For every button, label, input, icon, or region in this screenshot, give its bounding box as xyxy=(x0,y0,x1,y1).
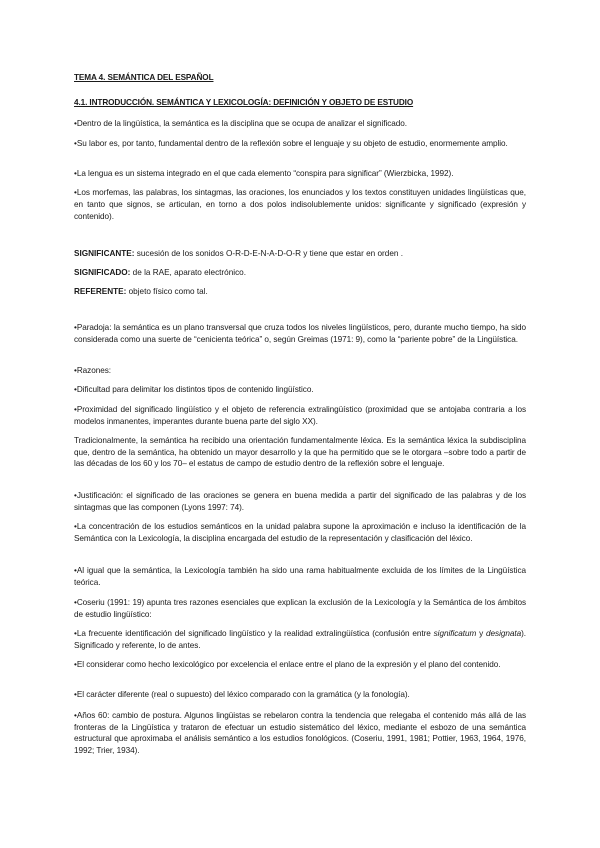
italic-term: designata xyxy=(486,629,522,638)
paragraph-paradoja: •Paradoja: la semántica es un plano transversal que cruza todos los niveles lingüísticos, pero, durante mucho tiempo, ha sido considerada como una suerte de “cenicienta teórica” o, según Greimas (1971: 9), como la “pariente pobre” de la Lingüística. xyxy=(74,323,526,344)
paragraph-intro-2: •Su labor es, por tanto, fundamental dentro de la reflexión sobre el lenguaje y su objeto de estudio, enormemente amplio. xyxy=(74,139,508,148)
definition-text: de la RAE, aparato electrónico. xyxy=(130,268,247,277)
paragraph-identificacion xyxy=(74,628,526,651)
definition-text: sucesión de los sonidos O-R-D-E-N-A-D-O-R y tiene que estar en orden . xyxy=(134,249,403,258)
section-heading: 4.1. INTRODUCCIÓN. SEMÁNTICA Y LEXICOLOGÍA: DEFINICIÓN Y OBJETO DE ESTUDIO xyxy=(74,98,414,107)
paragraph-intro-1: •Dentro de la lingüística, la semántica es la disciplina que se ocupa de analizar el significado. xyxy=(74,119,407,128)
definition-term: SIGNIFICADO: xyxy=(74,268,131,277)
page-title: TEMA 4. SEMÁNTICA DEL ESPAÑOL xyxy=(74,73,214,82)
definition-significado xyxy=(74,267,246,279)
paragraph-tradicionalmente: Tradicionalmente, la semántica ha recibido una orientación fundamentalmente léxica. Es la semántica léxica la subdisciplina que, dentro de la semántica, ha obtenido un mayor desarrollo y la que ha permitido que se le otorgara –sobre todo a partir de las décadas de los 60 y los 70– el estatus de campo de estudio dentro de la reflexión sobre el lenguaje. xyxy=(74,436,526,469)
paragraph-anos-60: •Años 60: cambio de postura. Algunos lingüistas se rebelaron contra la tendencia que relegaba el contenido más allá de las fronteras de la Lingüística y trataron de efectuar un estudio sistemático del léxico, mediante el esbozo de una semántica estructural que aproximaba el análisis semántico a los estudios fonológicos. (Coseriu, 1991, 1981; Pottier, 1963, 1964, 1976, 1992; Trier, 1934). xyxy=(74,711,526,755)
paragraph-proximidad: •Proximidad del significado lingüístico y el objeto de referencia extralingüístico (proximidad que se antojaba contraria a los modelos inmanentes, imperantes durante buena parte del siglo XX). xyxy=(74,405,526,426)
definition-text: objeto físico como tal. xyxy=(126,287,208,296)
paragraph-intro-4: •Los morfemas, las palabras, los sintagmas, las oraciones, los enunciados y los textos constituyen unidades lingüísticas que, en tanto que signos, se articulan, en torno a dos polos indisolublemente unidos: significante y significado (expresión y contenido). xyxy=(74,188,526,221)
paragraph-concentracion: •La concentración de los estudios semánticos en la unidad palabra supone la aproximación e incluso la identificación de la Semántica con la Lexicología, la disciplina encargada del estudio de la representación y clasificación del léxico. xyxy=(74,522,526,543)
paragraph-justificacion: •Justificación: el significado de las oraciones se genera en buena medida a partir del significado de las palabras y de los sintagmas que las componen (Lyons 1997: 74). xyxy=(74,491,526,512)
paragraph-coseriu: •Coseriu (1991: 19) apunta tres razones esenciales que explican la exclusión de la Lexicología y la Semántica de los ámbitos de estudio lingüístico: xyxy=(74,598,526,619)
paragraph-intro-3: •La lengua es un sistema integrado en el que cada elemento “conspira para significar” (Wierzbicka, 1992). xyxy=(74,169,454,178)
paragraph-lexicologia: •Al igual que la semántica, la Lexicología también ha sido una rama habitualmente excluida de los límites de la Lingüística teórica. xyxy=(74,566,526,587)
paragraph-caracter: •El carácter diferente (real o supuesto) del léxico comparado con la gramática (y la fonología). xyxy=(74,690,410,699)
definition-significante xyxy=(74,248,403,260)
paragraph-razones: •Razones: xyxy=(74,366,112,375)
definition-referente xyxy=(74,286,208,298)
definition-term: REFERENTE: xyxy=(74,287,127,296)
paragraph-enlace: •El considerar como hecho lexicológico por excelencia el enlace entre el plano de la expresión y el plano del contenido. xyxy=(74,660,501,669)
italic-term: significatum xyxy=(433,629,477,638)
paragraph-dificultad: •Dificultad para delimitar los distintos tipos de contenido lingüístico. xyxy=(74,385,314,394)
paragraph-text: y xyxy=(476,629,487,638)
paragraph-text: ). Significado y referente, lo de antes. xyxy=(74,629,526,650)
definition-term: SIGNIFICANTE: xyxy=(74,249,135,258)
paragraph-text: •La frecuente identificación del significado lingüístico y la realidad extralingüística (confusión entre xyxy=(74,629,434,638)
